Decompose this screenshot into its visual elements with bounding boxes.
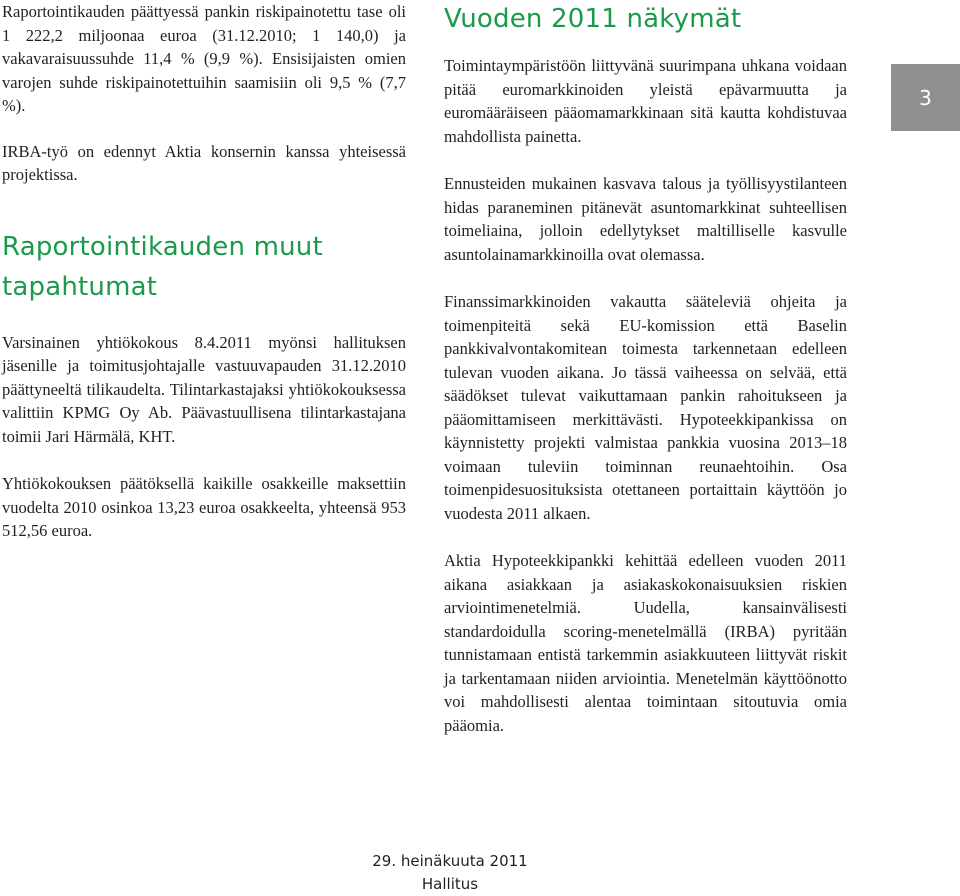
heading-other-events: Raportointikauden muut tapahtumat	[2, 231, 323, 302]
footer-signature: Hallitus	[421, 875, 479, 893]
right-column	[444, 0, 847, 737]
footer	[0, 850, 960, 896]
heading-outlook-2011: Vuoden 2011 näkymät	[444, 4, 742, 34]
paragraph-risk-assessment: Aktia Hypoteekkipankki kehittää edelleen vuoden 2011 aikana asiakkaan ja asiakaskokonaisuuksien riskien arviointimenetelmiä. Uudella, kansainvälisesti standardoidulla scoring-menetelmällä (IRBA) pyritään tunnistamaan entistä tarkemmin asiakkuuteen liittyvät riskit ja tarkentamaan niiden arviointia. Menetelmän käyttöönotto voi mahdollisesti alentaa toimintaan sitoutuvia omia pääomia.	[444, 551, 847, 735]
paragraph-annual-meeting: Varsinainen yhtiökokous 8.4.2011 myönsi hallituksen jäsenille ja toimitusjohtajalle vastuuvapauden 31.12.2010 päättyneeltä tilikaudelta. Tilintarkastajaksi yhtiökokouksessa valittiin KPMG Oy Ab. Päävastuullisena tilintarkastajana toimii Jari Härmälä, KHT.	[2, 332, 406, 446]
paragraph-dividend: Yhtiökokouksen päätöksellä kaikille osakkeille maksettiin vuodelta 2010 osinkoa 13,23 euroa osakkeelta, yhteensä 953 512,56 euroa.	[2, 474, 406, 540]
paragraph-operating-environment: Toimintaympäristöön liittyvänä suurimpana uhkana voidaan pitää euromarkkinoiden yleistä epävarmuutta ja euromääräiseen pääomamarkkinaan sitä kautta kohdistuvaa mahdollista painetta.	[444, 56, 847, 146]
paragraph-regulation: Finanssimarkkinoiden vakautta sääteleviä ohjeita ja toimenpiteitä sekä EU-komission että Baselin pankkivalvontakomitean toimesta tarkennetaan edelleen tulevan vuoden aikana. Jo tässä vaiheessa on selvää, että säädökset tulevat vaikuttamaan pankin rahoitukseen ja pääomittamiseen merkittävästi. Hypoteekkipankissa on käynnistetty projekti valmistaa pankkia vuosina 2013–18 voimaan tuleviin toiminnan reunaehtoihin. Osa toimenpidesuosituksista otettaneen portaittain käyttöön jo vuodesta 2011 alkaen.	[444, 292, 847, 523]
footer-date: 29. heinäkuuta 2011	[372, 852, 528, 870]
paragraph-irba-work: IRBA-työ on edennyt Aktia konsernin kanssa yhteisessä projektissa.	[2, 141, 406, 184]
paragraph-housing-market: Ennusteiden mukainen kasvava talous ja työllisyystilanteen hidas paraneminen pitänevät asuntomarkkinat suhteellisen toimeliaina, jolloin edellytykset maltilliselle kasvulle asuntolainamarkkinoilla ovat olemassa.	[444, 174, 847, 264]
page-number-tab	[891, 64, 960, 131]
page-number: 3	[919, 85, 932, 110]
left-column	[2, 0, 406, 543]
paragraph-risk-weighted-assets: Raportointikauden päättyessä pankin riskipainotettu tase oli 1 222,2 miljoonaa euroa (31.12.2010; 1 140,0) ja vakavaraisuussuhde 11,4 % (9,9 %). Ensisijaisten omien varojen suhde riskipainotettuihin saamisiin oli 9,5 % (7,7 %).	[2, 2, 406, 115]
